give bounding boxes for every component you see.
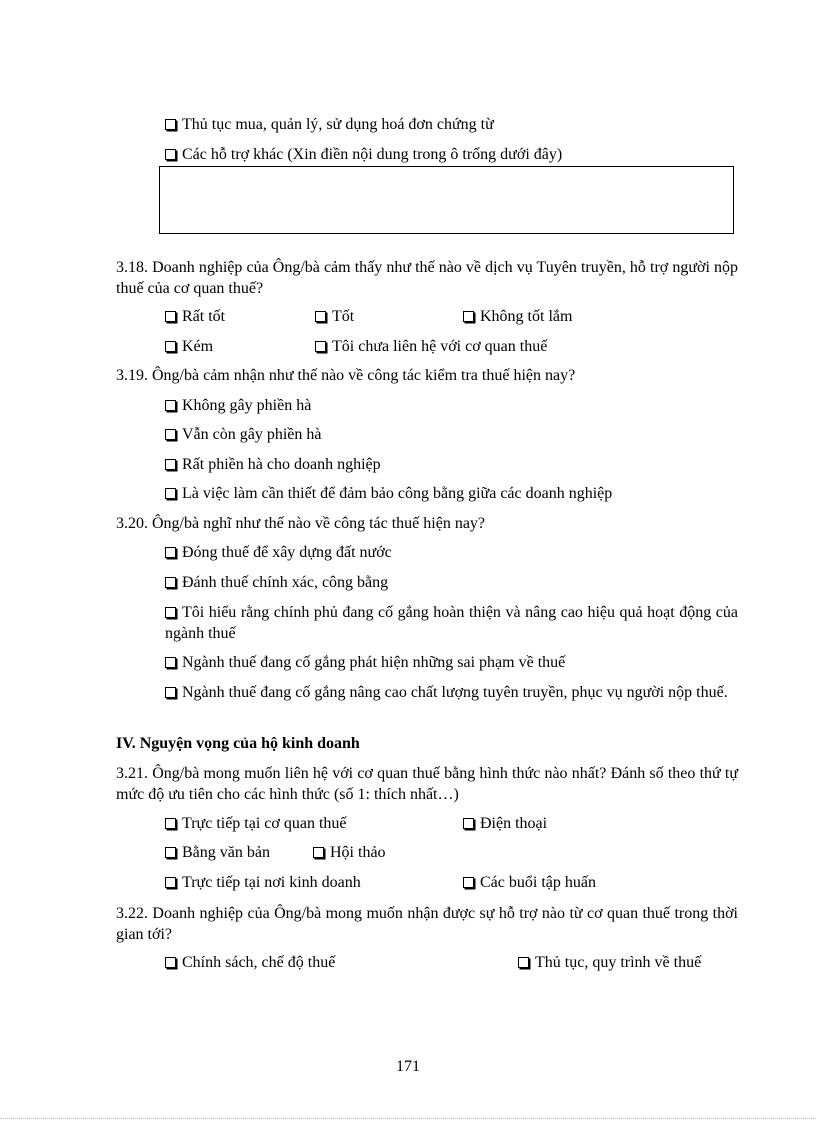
q321-option-truc-tiep-co-quan[interactable] bbox=[165, 814, 347, 834]
q319-option-4[interactable] bbox=[165, 484, 612, 504]
option-label: Vẫn còn gây phiền hà bbox=[182, 426, 322, 443]
other-support-text-box[interactable] bbox=[159, 166, 734, 234]
question-3-21: 3.21. Ông/bà mong muốn liên hệ với cơ quan thuế bằng hình thức nào nhất? Đánh số theo thứ tự mức độ ưu tiên cho các hình thức (số 1: thích nhất…) bbox=[116, 765, 738, 803]
option-label: Thủ tục mua, quản lý, sử dụng hoá đơn chứng từ bbox=[182, 116, 494, 133]
checkbox[interactable] bbox=[165, 429, 176, 440]
q322-option-thu-tuc[interactable] bbox=[518, 953, 701, 973]
checkbox[interactable] bbox=[463, 818, 474, 829]
checkbox[interactable] bbox=[165, 687, 176, 698]
q321-option-tap-huan[interactable] bbox=[463, 873, 596, 893]
q319-option-3[interactable] bbox=[165, 455, 381, 475]
q320-option-4[interactable] bbox=[165, 653, 565, 673]
checkbox[interactable] bbox=[165, 149, 176, 160]
checkbox[interactable] bbox=[165, 818, 176, 829]
q321-option-dien-thoai[interactable] bbox=[463, 814, 547, 834]
checkbox[interactable] bbox=[165, 311, 176, 322]
option-label: Không gây phiền hà bbox=[182, 397, 312, 414]
checkbox[interactable] bbox=[315, 311, 326, 322]
option-label: Trực tiếp tại nơi kinh doanh bbox=[182, 874, 361, 891]
option-thu-tuc-hoa-don[interactable] bbox=[165, 115, 494, 135]
q321-option-hoi-thao[interactable] bbox=[313, 843, 386, 863]
page-bottom-divider bbox=[0, 1118, 816, 1119]
question-3-19: 3.19. Ông/bà cảm nhận như thế nào về công tác kiểm tra thuế hiện nay? bbox=[116, 367, 576, 384]
option-label: Là việc làm cần thiết để đảm bảo công bằng giữa các doanh nghiệp bbox=[182, 485, 613, 502]
option-label: Hội thảo bbox=[330, 844, 386, 861]
q321-option-van-ban[interactable] bbox=[165, 843, 270, 863]
option-label: Thủ tục, quy trình về thuế bbox=[535, 954, 702, 971]
option-label: Kém bbox=[182, 338, 214, 355]
option-label: Rất tốt bbox=[182, 308, 226, 325]
checkbox[interactable] bbox=[165, 577, 176, 588]
checkbox[interactable] bbox=[165, 607, 176, 618]
option-label: Bằng văn bản bbox=[182, 844, 270, 861]
checkbox[interactable] bbox=[313, 847, 324, 858]
option-label: Điện thoại bbox=[480, 815, 548, 832]
option-label: Ngành thuế đang cố gắng nâng cao chất lượng tuyên truyền, phục vụ người nộp thuế. bbox=[182, 684, 728, 701]
checkbox[interactable] bbox=[165, 488, 176, 499]
checkbox[interactable] bbox=[463, 877, 474, 888]
page-number: 171 bbox=[396, 1058, 420, 1075]
q318-option-chua-lien-he[interactable] bbox=[315, 337, 547, 357]
q321-option-noi-kinh-doanh[interactable] bbox=[165, 873, 361, 893]
option-label: Tôi hiểu rằng chính phủ đang cố gắng hoàn thiện và nâng cao hiệu quả hoạt động của ngành thuế bbox=[165, 604, 738, 642]
checkbox[interactable] bbox=[165, 877, 176, 888]
q320-option-2[interactable] bbox=[165, 573, 388, 593]
option-label: Chính sách, chế độ thuế bbox=[182, 954, 336, 971]
option-ho-tro-khac[interactable] bbox=[165, 145, 562, 165]
checkbox[interactable] bbox=[165, 459, 176, 470]
option-label: Rất phiền hà cho doanh nghiệp bbox=[182, 456, 381, 473]
checkbox[interactable] bbox=[165, 341, 176, 352]
option-label: Tôi chưa liên hệ với cơ quan thuế bbox=[332, 338, 548, 355]
q318-option-kem[interactable] bbox=[165, 337, 213, 357]
checkbox[interactable] bbox=[463, 311, 474, 322]
checkbox[interactable] bbox=[165, 547, 176, 558]
option-label: Trực tiếp tại cơ quan thuế bbox=[182, 815, 347, 832]
checkbox[interactable] bbox=[165, 957, 176, 968]
q320-option-5[interactable] bbox=[165, 682, 738, 703]
q318-option-khong-tot-lam[interactable] bbox=[463, 307, 572, 327]
q319-option-2[interactable] bbox=[165, 425, 322, 445]
option-label: Ngành thuế đang cố gắng phát hiện những sai phạm về thuế bbox=[182, 654, 566, 671]
q320-option-3[interactable] bbox=[165, 602, 738, 644]
q318-option-tot[interactable] bbox=[315, 307, 354, 327]
checkbox[interactable] bbox=[165, 400, 176, 411]
option-label: Các hỗ trợ khác (Xin điền nội dung trong ô trống dưới đây) bbox=[182, 146, 563, 163]
question-3-20: 3.20. Ông/bà nghĩ như thế nào về công tác thuế hiện nay? bbox=[116, 515, 486, 532]
checkbox[interactable] bbox=[165, 119, 176, 130]
q320-option-1[interactable] bbox=[165, 543, 392, 563]
checkbox[interactable] bbox=[165, 847, 176, 858]
question-3-18: 3.18. Doanh nghiệp của Ông/bà cảm thấy như thế nào về dịch vụ Tuyên truyền, hỗ trợ người nộp thuế của cơ quan thuế? bbox=[116, 259, 738, 297]
option-label: Tốt bbox=[332, 308, 355, 325]
q322-option-chinh-sach[interactable] bbox=[165, 953, 335, 973]
question-3-22: 3.22. Doanh nghiệp của Ông/bà mong muốn nhận được sự hỗ trợ nào từ cơ quan thuế trong thời gian tới? bbox=[116, 905, 738, 943]
checkbox[interactable] bbox=[165, 657, 176, 668]
section-4-heading: IV. Nguyện vọng của hộ kinh doanh bbox=[116, 735, 360, 752]
option-label: Đánh thuế chính xác, công bằng bbox=[182, 574, 389, 591]
option-label: Các buổi tập huấn bbox=[480, 874, 596, 891]
checkbox[interactable] bbox=[518, 957, 529, 968]
option-label: Không tốt lắm bbox=[480, 308, 573, 325]
q319-option-1[interactable] bbox=[165, 396, 311, 416]
q318-option-rat-tot[interactable] bbox=[165, 307, 225, 327]
checkbox[interactable] bbox=[315, 341, 326, 352]
option-label: Đóng thuế để xây dựng đất nước bbox=[182, 544, 392, 561]
